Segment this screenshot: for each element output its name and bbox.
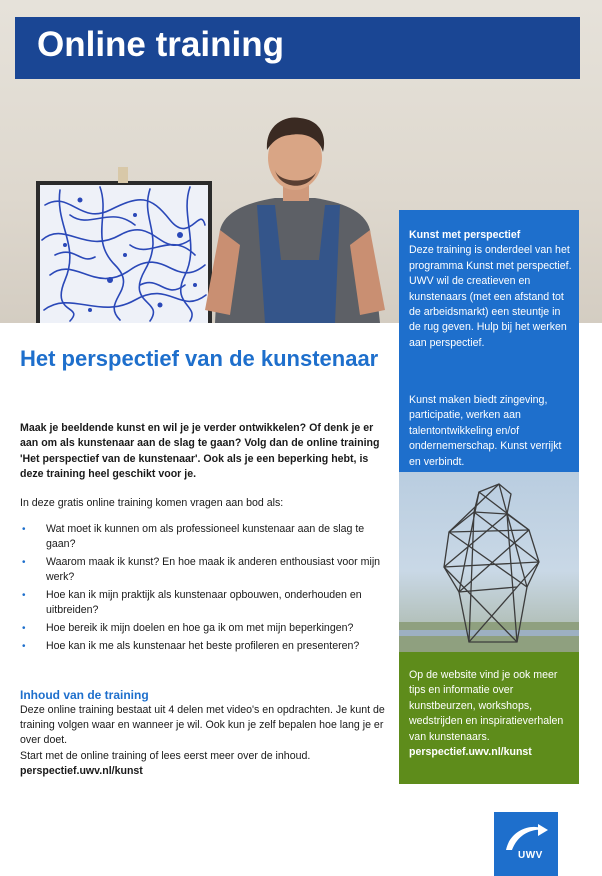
question-text: Wat moet ik kunnen om als professioneel kunstenaar aan de slag te gaan? bbox=[46, 523, 365, 550]
list-item bbox=[20, 621, 392, 636]
bullet-icon: • bbox=[22, 623, 26, 634]
intro-paragraph: Maak je beeldende kunst en wil je je verder ontwikkelen? Of denk je er aan om als kunstenaar aan de slag te gaan? Volg dan de online training 'Het perspectief van de kunstenaar'. Ook als je een beperking hebt, is deze training heel geschikt voor je. bbox=[20, 422, 380, 481]
banner-title: Online training bbox=[37, 25, 284, 64]
sidebar-website-text bbox=[409, 668, 575, 760]
logo-text: UWV bbox=[518, 850, 543, 861]
sidebar-paragraph-1 bbox=[409, 228, 575, 351]
question-text: Waarom maak ik kunst? En hoe maak ik anderen enthousiast voor mijn werk? bbox=[46, 556, 381, 583]
artist-figure bbox=[195, 110, 395, 323]
page-headline: Het perspectief van de kunstenaar bbox=[20, 346, 379, 371]
content-paragraph bbox=[20, 703, 392, 779]
questions-list bbox=[20, 522, 392, 657]
bullet-icon: • bbox=[22, 641, 26, 652]
content-heading: Inhoud van de training bbox=[20, 688, 149, 702]
content-cta: Start met de online training of lees eerst meer over de inhoud. bbox=[20, 749, 311, 762]
logo-swoosh-icon bbox=[502, 820, 550, 854]
question-text: Hoe kan ik mijn praktijk als kunstenaar opbouwen, onderhouden en uitbreiden? bbox=[46, 589, 362, 616]
bullet-icon: • bbox=[22, 590, 26, 601]
list-item bbox=[20, 522, 392, 552]
content-text: Deze online training bestaat uit 4 delen met video's en opdrachten. Je kunt de training volgen waar en wanneer je wil. Ook kun je zelf bepalen hoe lang je er over doet. bbox=[20, 704, 385, 747]
easel-top bbox=[118, 167, 128, 183]
question-text: Hoe bereik ik mijn doelen en hoe ga ik om met mijn beperkingen? bbox=[46, 622, 354, 634]
list-item bbox=[20, 639, 392, 654]
uwv-logo bbox=[494, 812, 558, 876]
title-banner bbox=[15, 17, 580, 79]
list-item bbox=[20, 555, 392, 585]
list-item bbox=[20, 588, 392, 618]
question-text: Hoe kan ik me als kunstenaar het beste profileren en presenteren? bbox=[46, 640, 360, 652]
sidebar-website-link[interactable]: perspectief.uwv.nl/kunst bbox=[409, 746, 532, 759]
sidebar-website-box bbox=[399, 652, 579, 784]
sidebar-paragraph-2: Kunst maken biedt zingeving, participatie, werken aan talentontwikkeling en/of ondernemerschap. Kunst verrijkt en verbindt. bbox=[409, 394, 562, 468]
sidebar-text-1: Deze training is onderdeel van het programma Kunst met perspectief. UWV wil de creatieven en kunstenaars (met een afstand tot de arbeidsmarkt) een steuntje in de rug geven. Hulp bij het werken aan perspectief. bbox=[409, 244, 572, 349]
sidebar-heading: Kunst met perspectief bbox=[409, 229, 521, 241]
sidebar-green-text: Op de website vind je ook meer tips en informatie over kunstbeurzen, workshops, wedstrijden en inspiratieverhalen van kunstenaars. bbox=[409, 669, 564, 743]
bullet-icon: • bbox=[22, 524, 26, 535]
sculpture-photo bbox=[399, 472, 579, 652]
questions-intro: In deze gratis online training komen vragen aan bod als: bbox=[20, 497, 284, 509]
sidebar-info-box bbox=[399, 210, 579, 472]
bullet-icon: • bbox=[22, 557, 26, 568]
painting-canvas bbox=[36, 181, 212, 323]
training-link[interactable]: perspectief.uwv.nl/kunst bbox=[20, 764, 143, 777]
